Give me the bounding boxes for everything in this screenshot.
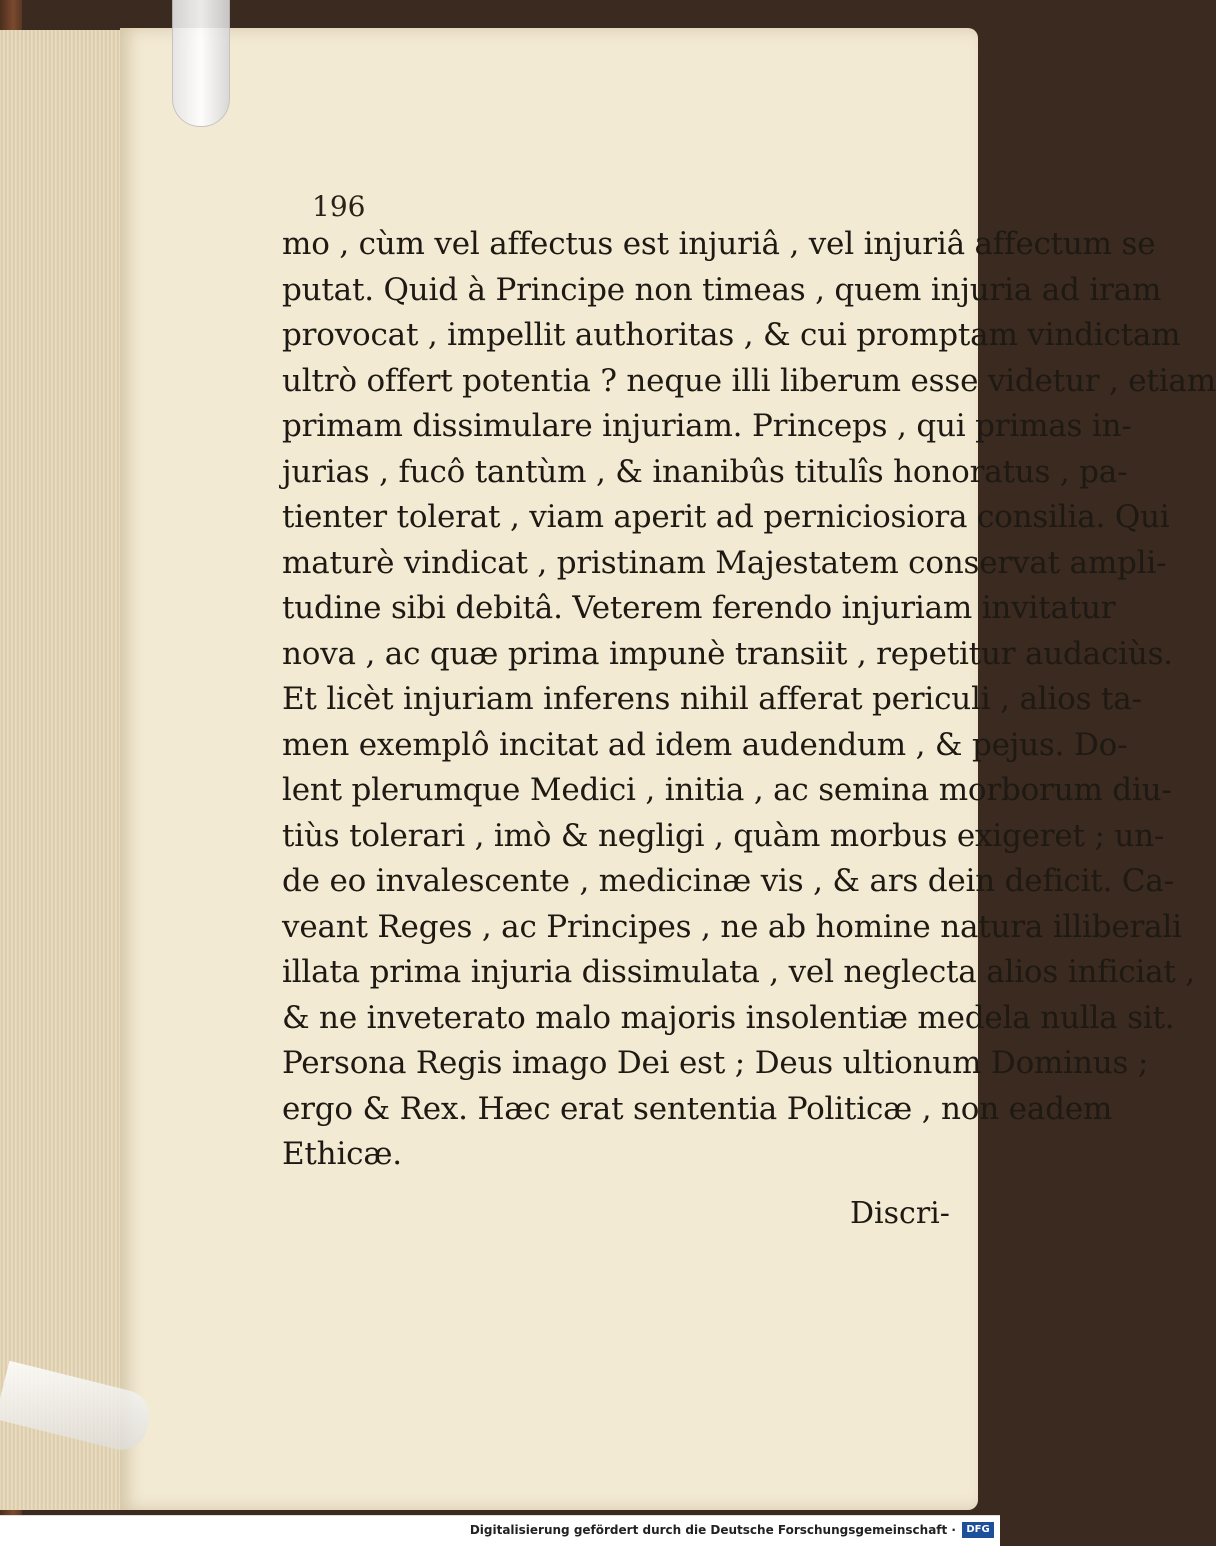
- text-line: jurias , fucô tantùm , & inanibûs titulîs honoratus , pa-: [282, 453, 1128, 490]
- text-line: putat. Quid à Principe non timeas , quem injuria ad iram: [282, 271, 1162, 308]
- page-clip: [172, 0, 230, 127]
- footer-credit: Digitalisierung gefördert durch die Deutsche Forschungsgemeinschaft ·: [469, 1523, 956, 1537]
- text-line: veant Reges , ac Principes , ne ab homine natura illiberali: [282, 908, 1182, 945]
- text-line: de eo invalescente , medicinæ vis , & ars dein deficit. Ca-: [282, 863, 1174, 899]
- text-line: mo , cùm vel affectus est injuriâ , vel injuriâ affectum se: [282, 226, 1156, 262]
- text-line: Et licèt injuriam inferens nihil afferat periculi , alios ta-: [282, 681, 1142, 717]
- text-line: primam dissimulare injuriam. Princeps , qui primas in-: [282, 408, 1132, 444]
- text-line: provocat , impellit authoritas , & cui promptam vindictam: [282, 317, 1181, 353]
- text-line: maturè vindicat , pristinam Majestatem conservat ampli-: [282, 544, 1167, 581]
- text-line: tienter tolerat , viam aperit ad perniciosiora consilia. Qui: [282, 499, 1170, 535]
- text-line: men exemplô incitat ad idem audendum , & pejus. Do-: [282, 726, 1128, 763]
- text-line: ergo & Rex. Hæc erat sententia Politicæ , non eadem: [282, 1090, 1113, 1127]
- text-line: ultrò offert potentia ? neque illi liberum esse videtur , etiam: [282, 362, 1216, 399]
- text-line: & ne inveterato malo majoris insolentiæ medela nulla sit.: [282, 999, 1175, 1036]
- body-text: [282, 222, 1216, 1178]
- text-line: Persona Regis imago Dei est ; Deus ultionum Dominus ;: [282, 1045, 1149, 1081]
- page-number: 196: [312, 190, 366, 223]
- text-line: tiùs tolerari , imò & negligi , quàm morbus exigeret ; un-: [282, 817, 1165, 854]
- page-stack-edge: [0, 30, 130, 1510]
- text-line: illata prima injuria dissimulata , vel neglecta alios inficiat ,: [282, 954, 1195, 990]
- text-line: tudine sibi debitâ. Veterem ferendo injuriam invitatur: [282, 590, 1116, 626]
- text-line: Ethicæ.: [282, 1136, 402, 1172]
- dfg-logo: DFG: [962, 1522, 994, 1538]
- catchword: Discri-: [850, 1196, 950, 1231]
- text-line: nova , ac quæ prima impunè transiit , repetitur audaciùs.: [282, 635, 1173, 672]
- text-line: lent plerumque Medici , initia , ac semina morborum diu-: [282, 772, 1172, 808]
- footer-bar: [0, 1515, 1000, 1546]
